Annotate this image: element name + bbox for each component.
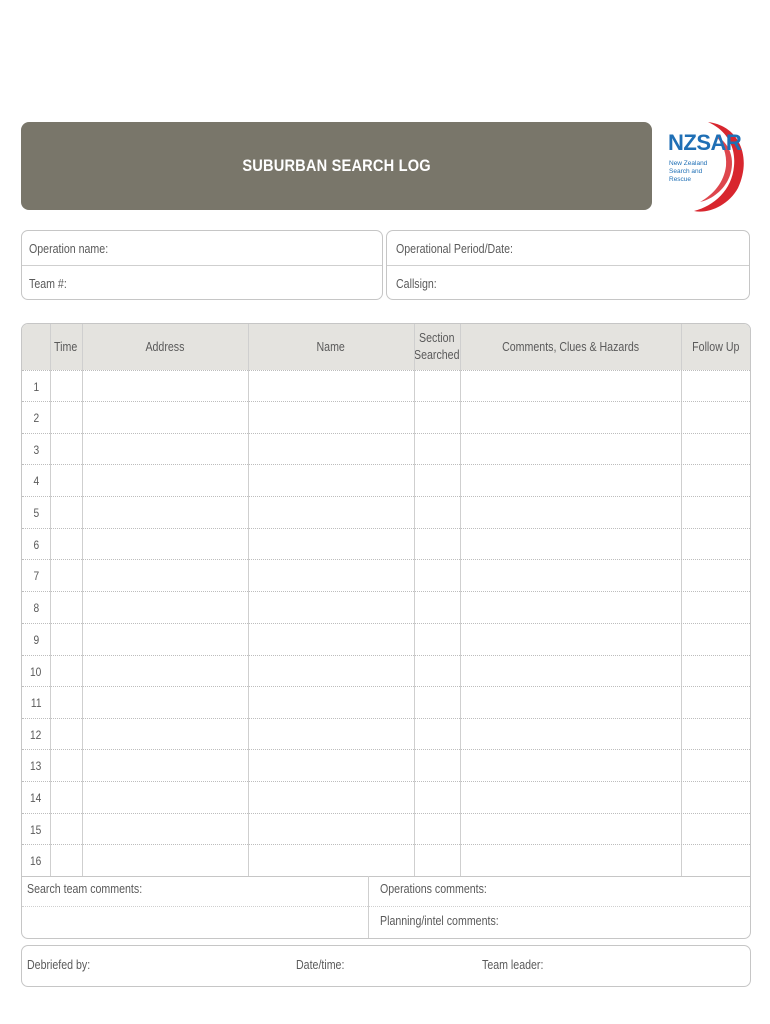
row-number: 2 — [33, 410, 39, 425]
row-number: 15 — [30, 822, 42, 837]
column-header-name: Name — [316, 339, 346, 354]
table-row[interactable] — [22, 813, 750, 845]
divider — [22, 876, 750, 877]
column-header-time: Time — [54, 339, 78, 354]
team-leader-label: Team leader: — [482, 958, 544, 972]
column-divider — [368, 876, 369, 938]
row-number: 8 — [33, 600, 39, 615]
row-number: 9 — [33, 632, 39, 647]
table-row[interactable] — [22, 370, 750, 402]
title-banner — [21, 122, 652, 210]
operation-name-label: Operation name: — [29, 242, 109, 256]
logo-subtitle: New Zealand Search and Rescue — [669, 160, 708, 183]
page-title: SUBURBAN SEARCH LOG — [242, 156, 431, 175]
table-row[interactable] — [22, 718, 750, 750]
column-header-comments: Comments, Clues & Hazards — [501, 339, 639, 354]
table-row[interactable] — [22, 844, 750, 876]
search-team-comments-label: Search team comments: — [27, 882, 143, 896]
divider — [22, 906, 750, 907]
table-header — [22, 324, 750, 370]
row-number: 14 — [30, 790, 42, 805]
table-row[interactable] — [22, 559, 750, 591]
row-number: 3 — [33, 442, 39, 457]
row-number: 7 — [33, 568, 39, 583]
row-number: 12 — [30, 727, 42, 742]
logo-text: NZSAR — [668, 130, 742, 155]
row-number: 16 — [30, 853, 42, 868]
row-number: 11 — [30, 695, 42, 710]
search-log-table — [21, 323, 751, 939]
column-header-follow-up: Follow Up — [691, 339, 740, 354]
divider — [387, 265, 749, 266]
team-label: Team #: — [29, 277, 67, 291]
operations-comments-label: Operations comments: — [380, 882, 487, 896]
row-number: 6 — [33, 537, 39, 552]
table-row[interactable] — [22, 781, 750, 813]
row-number: 10 — [30, 664, 42, 679]
date-time-label: Date/time: — [296, 958, 345, 972]
table-row[interactable] — [22, 464, 750, 496]
table-row[interactable] — [22, 496, 750, 528]
column-header-address: Address — [145, 339, 185, 354]
row-number: 5 — [33, 505, 39, 520]
table-row[interactable] — [22, 623, 750, 655]
period-info-box — [386, 230, 750, 300]
row-number: 1 — [33, 379, 39, 394]
row-number: 4 — [33, 473, 39, 488]
column-header-section-searched: Section Searched — [414, 331, 460, 362]
table-row[interactable] — [22, 749, 750, 781]
divider — [22, 265, 382, 266]
table-row[interactable] — [22, 591, 750, 623]
operation-info-box — [21, 230, 383, 300]
planning-comments-label: Planning/intel comments: — [380, 914, 499, 928]
table-row[interactable] — [22, 528, 750, 560]
operational-period-label: Operational Period/Date: — [396, 242, 513, 256]
row-number: 13 — [30, 758, 42, 773]
table-row[interactable] — [22, 686, 750, 718]
nzsar-logo — [660, 118, 750, 216]
table-row[interactable] — [22, 655, 750, 687]
table-row[interactable] — [22, 401, 750, 433]
table-row[interactable] — [22, 433, 750, 465]
debrief-box — [21, 945, 751, 987]
callsign-label: Callsign: — [396, 277, 437, 291]
debriefed-by-label: Debriefed by: — [27, 958, 91, 972]
